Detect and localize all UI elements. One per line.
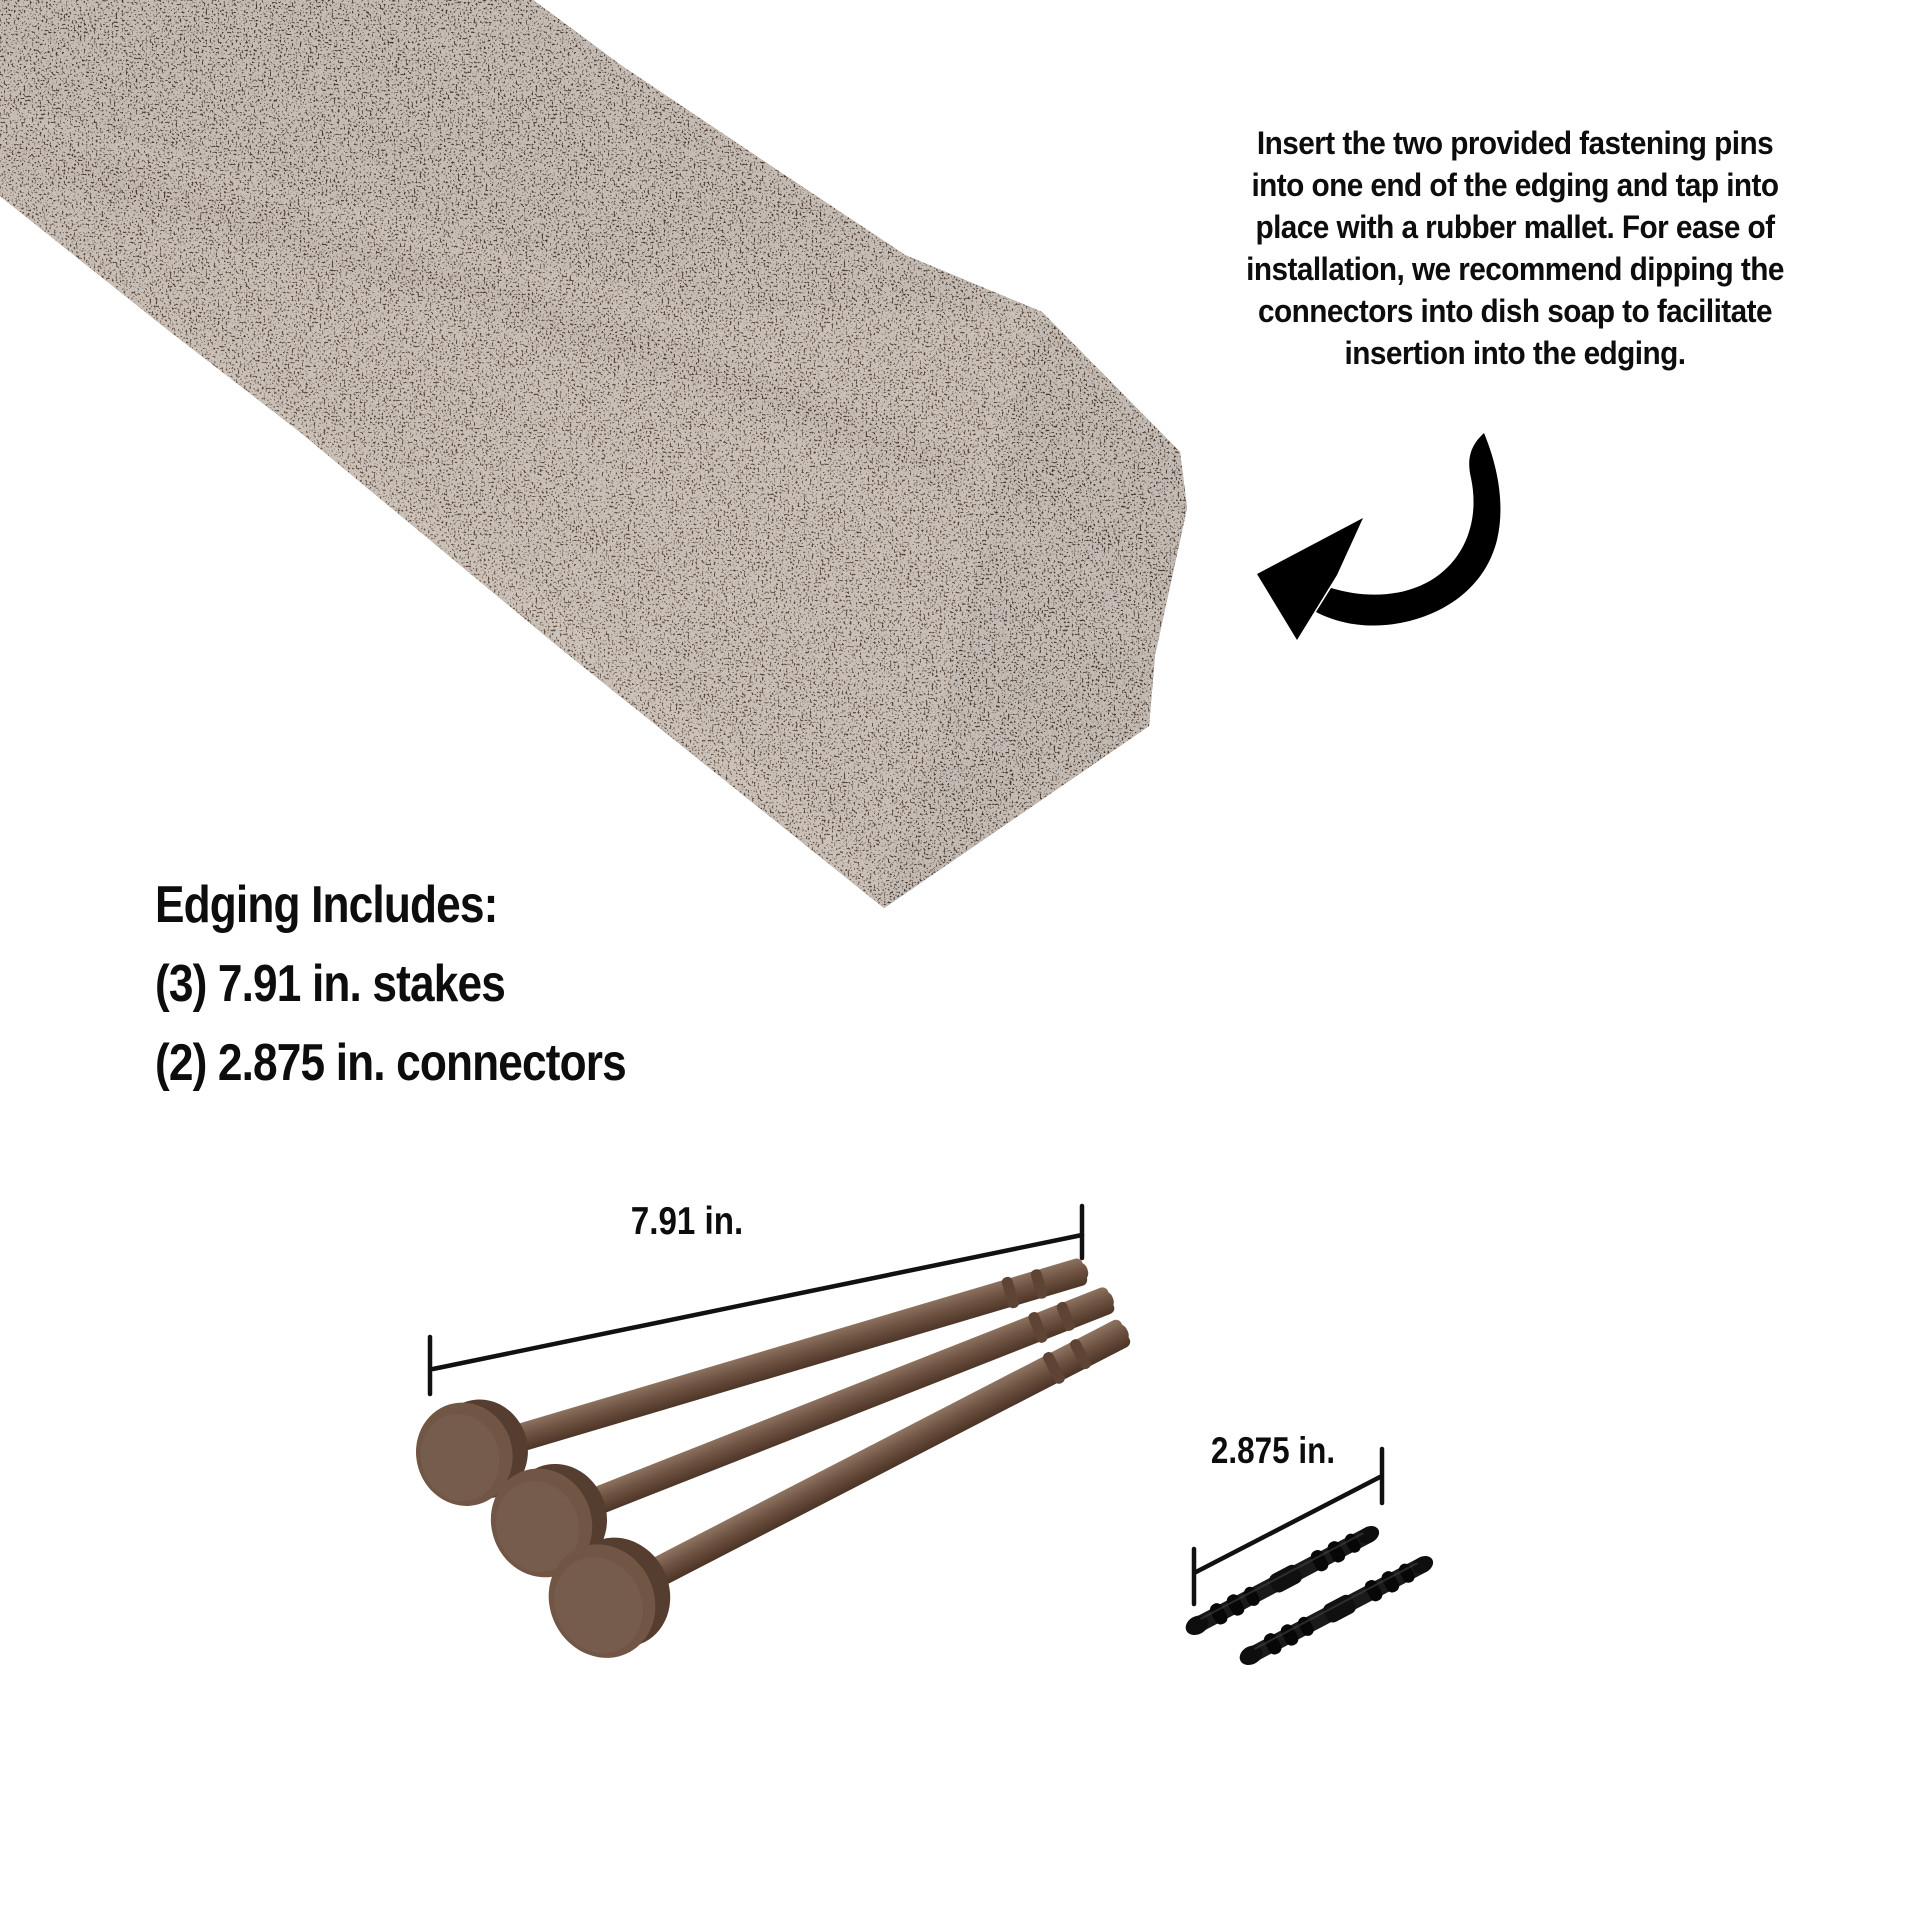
instruction-line: installation, we recommend dipping the [1246, 251, 1784, 287]
connector-graphic [1181, 1520, 1383, 1641]
edging-texture-sparkle [0, 0, 1250, 980]
instruction-line: place with a rubber mallet. For ease of [1255, 209, 1775, 245]
edging-includes-list [155, 866, 626, 1103]
instruction-line: insertion into the edging. [1344, 335, 1686, 371]
includes-title: Edging Includes: [155, 876, 498, 934]
connector-graphic [1235, 1550, 1437, 1671]
instruction-line: into one end of the edging and tap into [1251, 167, 1779, 203]
stake-graphic [404, 1220, 1103, 1518]
installation-instruction-text [1208, 122, 1822, 374]
stakes-graphic [404, 1220, 1154, 1677]
connector-dim-diagonal [1196, 1477, 1380, 1572]
stake-length-label: 7.91 in. [630, 1200, 744, 1243]
includes-item-connectors: (2) 2.875 in. connectors [155, 1034, 626, 1092]
instruction-line: connectors into dish soap to facilitate [1258, 293, 1772, 329]
includes-item-stakes: (3) 7.91 in. stakes [155, 955, 505, 1013]
curved-arrow-icon [1257, 433, 1500, 640]
connectors-graphic [1181, 1520, 1437, 1671]
connector-length-label: 2.875 in. [1210, 1430, 1336, 1471]
edging-product-photo [0, 0, 1250, 980]
instruction-line: Insert the two provided fastening pins [1256, 125, 1774, 161]
